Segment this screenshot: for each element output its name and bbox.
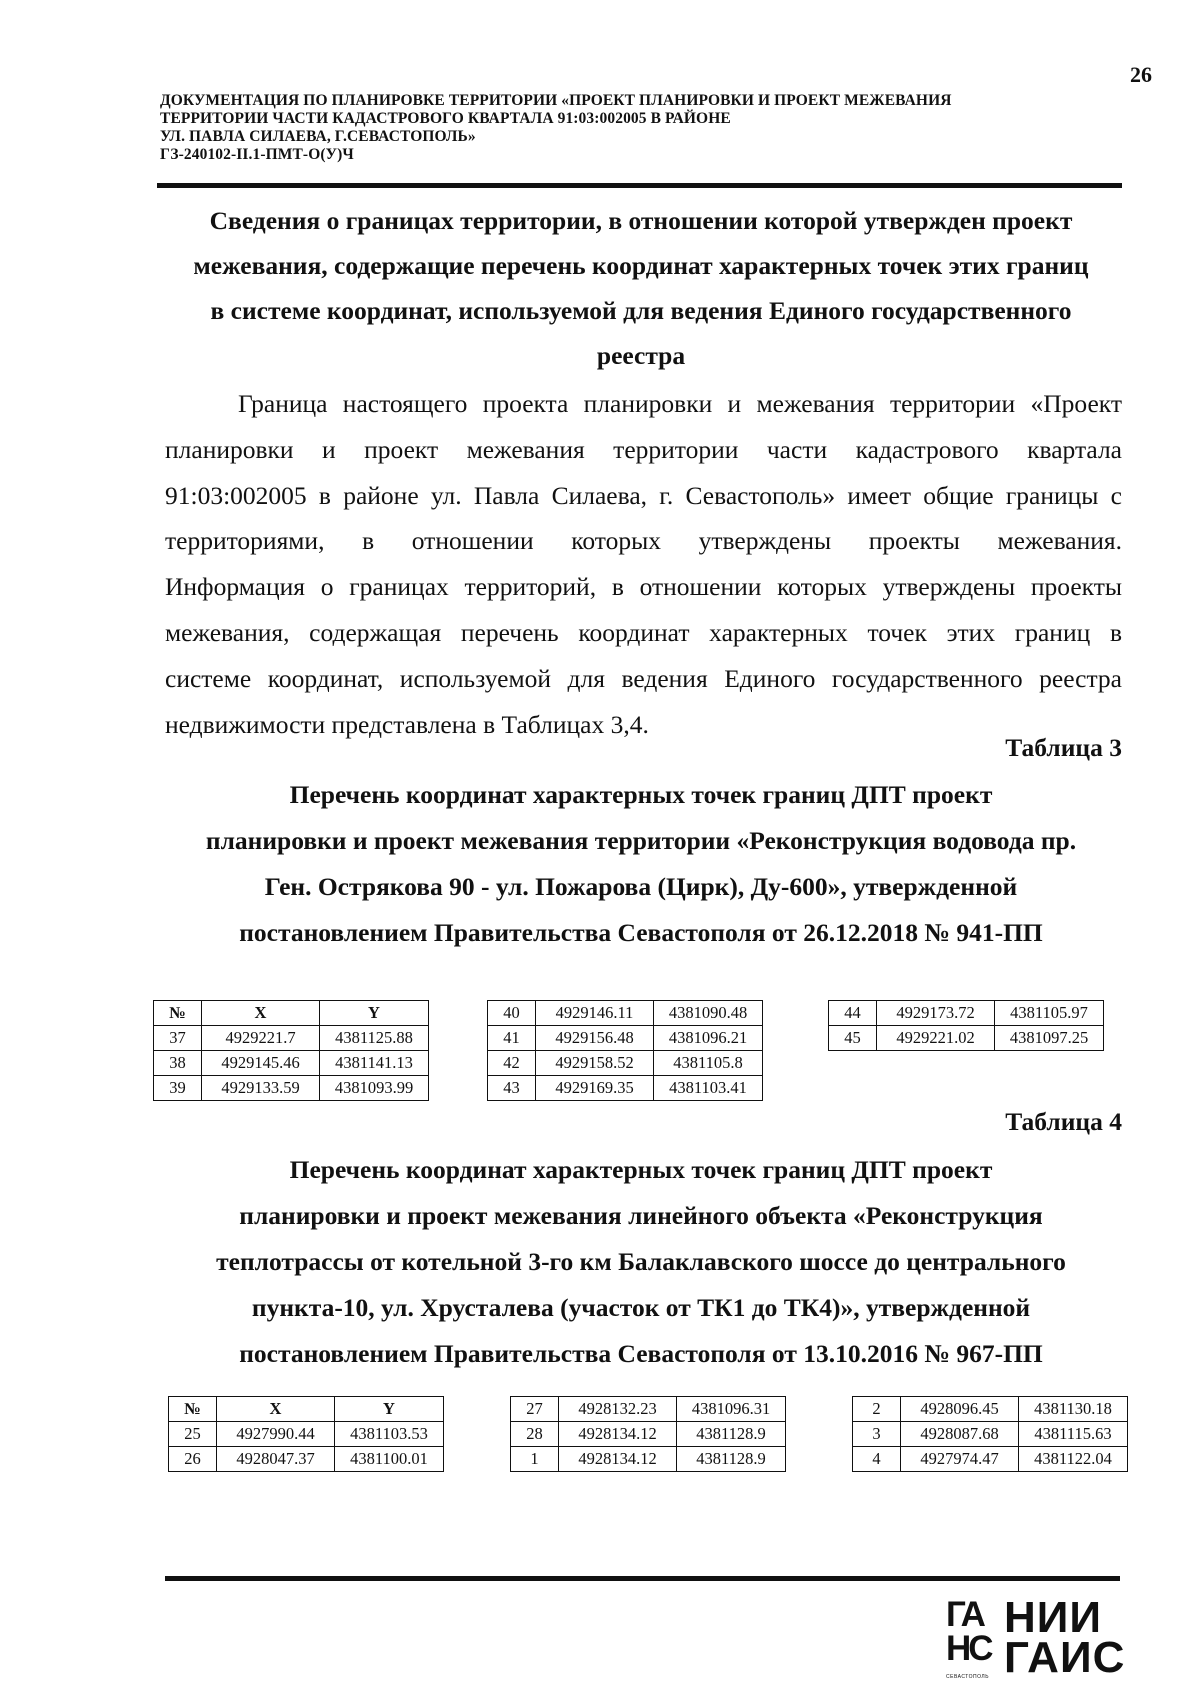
y-coordinate: 4381096.31 (677, 1397, 786, 1422)
caption-line: пункта-10, ул. Хрусталева (участок от ТК1 до ТК4)», утвержденной (251, 1293, 1031, 1322)
header-cell: X (217, 1397, 335, 1422)
y-coordinate: 4381128.9 (677, 1447, 786, 1472)
table4-label: Таблица 4 (1005, 1107, 1122, 1136)
point-number: 44 (829, 1001, 877, 1026)
point-number: 28 (511, 1422, 559, 1447)
document-code: ГЗ-240102-II.1-ПМТ-О(У)Ч (160, 146, 354, 163)
header-line: УЛ. ПАВЛА СИЛАЕВА, Г.СЕВАСТОПОЛЬ» (160, 128, 476, 145)
table-row (511, 1447, 786, 1472)
y-coordinate: 4381093.99 (320, 1076, 429, 1101)
table-header-row (154, 1001, 429, 1026)
y-coordinate: 4381096.21 (654, 1026, 763, 1051)
point-number: 26 (169, 1447, 217, 1472)
logo-monogram-bottom: НС (946, 1629, 991, 1668)
logo-nii: НИИ (1004, 1593, 1103, 1642)
paragraph-line: недвижимости представлена в Таблицах 3,4. (165, 709, 649, 739)
table4-block-1 (168, 1396, 444, 1472)
header-line: ДОКУМЕНТАЦИЯ ПО ПЛАНИРОВКЕ ТЕРРИТОРИИ «ПРОЕКТ ПЛАНИРОВКИ И ПРОЕКТ МЕЖЕВАНИЯ (160, 92, 952, 109)
y-coordinate: 4381122.04 (1019, 1447, 1128, 1472)
table-row (154, 1051, 429, 1076)
y-coordinate: 4381103.41 (654, 1076, 763, 1101)
section-title-line: в системе координат, используемой для ведения Единого государственного (210, 296, 1072, 325)
table-row (488, 1001, 763, 1026)
x-coordinate: 4929133.59 (202, 1076, 320, 1101)
x-coordinate: 4927974.47 (901, 1447, 1019, 1472)
y-coordinate: 4381097.25 (995, 1026, 1104, 1051)
x-coordinate: 4928087.68 (901, 1422, 1019, 1447)
table3-label: Таблица 3 (1005, 733, 1122, 762)
table3-block-1 (153, 1000, 429, 1101)
point-number: 43 (488, 1076, 536, 1101)
table-header-row (169, 1397, 444, 1422)
section-title-line: Сведения о границах территории, в отношении которой утвержден проект (209, 206, 1073, 235)
y-coordinate: 4381128.9 (677, 1422, 786, 1447)
y-coordinate: 4381105.97 (995, 1001, 1104, 1026)
caption-line: Ген. Острякова 90 - ул. Пожарова (Цирк), Ду-600», утвержденной (264, 872, 1018, 901)
x-coordinate: 4928134.12 (559, 1447, 677, 1472)
paragraph-line: межевания, содержащая перечень координат характерных точек этих границ в (165, 617, 1122, 647)
x-coordinate: 4929146.11 (536, 1001, 654, 1026)
table-row (154, 1076, 429, 1101)
x-coordinate: 4928134.12 (559, 1422, 677, 1447)
y-coordinate: 4381100.01 (335, 1447, 444, 1472)
point-number: 45 (829, 1026, 877, 1051)
y-coordinate: 4381090.48 (654, 1001, 763, 1026)
table4-block-3 (852, 1396, 1128, 1472)
x-coordinate: 4928047.37 (217, 1447, 335, 1472)
table-row (154, 1026, 429, 1051)
logo-gais: ГАИС (1004, 1633, 1126, 1682)
x-coordinate: 4927990.44 (217, 1422, 335, 1447)
y-coordinate: 4381103.53 (335, 1422, 444, 1447)
table-row (488, 1076, 763, 1101)
nii-gais-logo (946, 1593, 1126, 1684)
page-number: 26 (1130, 62, 1152, 87)
table-row (488, 1026, 763, 1051)
table-row (853, 1397, 1128, 1422)
header-cell: Y (335, 1397, 444, 1422)
table-row (853, 1447, 1128, 1472)
logo-city: СЕВАСТОПОЛЬ (946, 1674, 989, 1680)
header-cell: № (169, 1397, 217, 1422)
point-number: 1 (511, 1447, 559, 1472)
caption-line: Перечень координат характерных точек границ ДПТ проект (289, 780, 993, 809)
x-coordinate: 4928132.23 (559, 1397, 677, 1422)
point-number: 40 (488, 1001, 536, 1026)
point-number: 4 (853, 1447, 901, 1472)
footer-divider (165, 1576, 1120, 1581)
point-number: 42 (488, 1051, 536, 1076)
paragraph-line: системе координат, используемой для ведения Единого государственного реестра (165, 663, 1122, 693)
document-header (160, 92, 1120, 164)
y-coordinate: 4381115.63 (1019, 1422, 1128, 1447)
point-number: 2 (853, 1397, 901, 1422)
table4-caption (160, 1147, 1122, 1377)
x-coordinate: 4929173.72 (877, 1001, 995, 1026)
caption-line: теплотрассы от котельной 3-го км Балаклавского шоссе до центрального (216, 1247, 1066, 1276)
paragraph-line: территориями, в отношении которых утверждены проекты межевания. (165, 526, 1122, 556)
x-coordinate: 4929221.7 (202, 1026, 320, 1051)
point-number: 38 (154, 1051, 202, 1076)
point-number: 39 (154, 1076, 202, 1101)
paragraph-line: 91:03:002005 в районе ул. Павла Силаева, г. Севастополь» имеет общие границы с (165, 480, 1122, 510)
x-coordinate: 4929156.48 (536, 1026, 654, 1051)
header-cell: Y (320, 1001, 429, 1026)
table4-block-2 (510, 1396, 786, 1472)
caption-line: Перечень координат характерных точек границ ДПТ проект (289, 1155, 993, 1184)
x-coordinate: 4928096.45 (901, 1397, 1019, 1422)
table3-block-2 (487, 1000, 763, 1101)
x-coordinate: 4929169.35 (536, 1076, 654, 1101)
table-row (488, 1051, 763, 1076)
caption-line: планировки и проект межевания линейного объекта «Реконструкция (239, 1201, 1043, 1230)
caption-line: постановлением Правительства Севастополя от 13.10.2016 № 967-ПП (239, 1339, 1043, 1368)
header-divider (157, 183, 1122, 188)
paragraph-line: Информация о границах территорий, в отношении которых утверждены проекты (165, 572, 1122, 602)
point-number: 27 (511, 1397, 559, 1422)
body-paragraph (165, 381, 1122, 747)
x-coordinate: 4929158.52 (536, 1051, 654, 1076)
table3-block-3 (828, 1000, 1104, 1051)
table-row (169, 1422, 444, 1447)
point-number: 41 (488, 1026, 536, 1051)
point-number: 37 (154, 1026, 202, 1051)
y-coordinate: 4381130.18 (1019, 1397, 1128, 1422)
header-line: ТЕРРИТОРИИ ЧАСТИ КАДАСТРОВОГО КВАРТАЛА 91:03:002005 В РАЙОНЕ (160, 110, 731, 127)
caption-line: планировки и проект межевания территории «Реконструкция водовода пр. (205, 826, 1077, 855)
x-coordinate: 4929145.46 (202, 1051, 320, 1076)
y-coordinate: 4381141.13 (320, 1051, 429, 1076)
caption-line: постановлением Правительства Севастополя от 26.12.2018 № 941-ПП (239, 918, 1043, 947)
logo-monogram-top: ГА (946, 1595, 983, 1634)
section-title (160, 198, 1122, 378)
table-row (829, 1001, 1104, 1026)
point-number: 3 (853, 1422, 901, 1447)
x-coordinate: 4929221.02 (877, 1026, 995, 1051)
point-number: 25 (169, 1422, 217, 1447)
table3-caption (160, 772, 1122, 956)
y-coordinate: 4381105.8 (654, 1051, 763, 1076)
section-title-line: реестра (596, 341, 686, 370)
table-row (853, 1422, 1128, 1447)
paragraph-line: Граница настоящего проекта планировки и межевания территории «Проект (238, 389, 1122, 418)
header-cell: № (154, 1001, 202, 1026)
paragraph-line: планировки и проект межевания территории части кадастрового квартала (165, 434, 1122, 464)
section-title-line: межевания, содержащие перечень координат характерных точек этих границ (193, 251, 1089, 280)
table-row (511, 1422, 786, 1447)
table-row (829, 1026, 1104, 1051)
table-row (169, 1447, 444, 1472)
y-coordinate: 4381125.88 (320, 1026, 429, 1051)
header-cell: X (202, 1001, 320, 1026)
table-row (511, 1397, 786, 1422)
